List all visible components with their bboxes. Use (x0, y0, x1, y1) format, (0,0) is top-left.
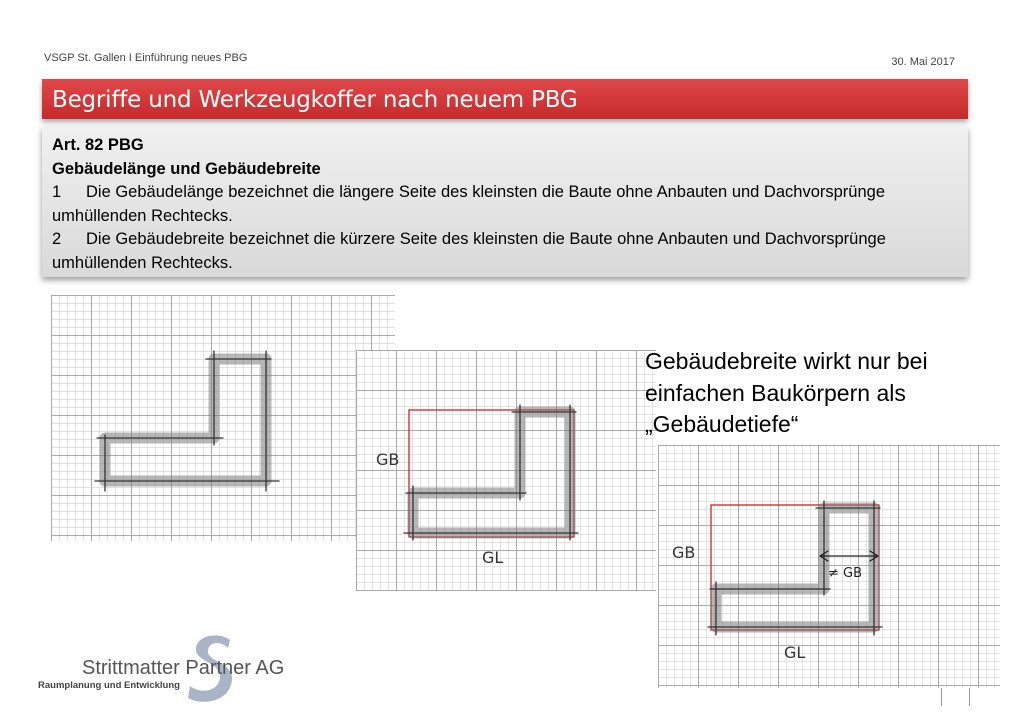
note-line-3: „Gebäudetiefe“ (645, 411, 799, 437)
article-number: Art. 82 PBG (52, 136, 144, 154)
sketch-1-grid (51, 295, 395, 541)
footer-divider (969, 688, 970, 706)
gb-label: GB (672, 543, 696, 562)
paragraph-1-line-1: Die Gebäudelänge bezeichnet die längere Seite des kleinsten die Baute ohne Anbauten und Dachvorsprünge (86, 183, 886, 201)
sketch-2-drawing (356, 350, 656, 591)
sketch-3-grid (658, 445, 1000, 688)
not-gb-label: ≠ GB (828, 566, 863, 581)
paragraph-1-number: 1 (52, 183, 62, 201)
gb-label: GB (376, 450, 400, 469)
slide-title-bar (42, 79, 968, 119)
article-paragraph-1 (52, 181, 958, 205)
sketch-1-drawing (51, 295, 395, 541)
gl-label: GL (482, 548, 504, 567)
company-tagline: Raumplanung und Entwicklung (38, 680, 180, 691)
article-paragraph-2 (52, 228, 958, 252)
paragraph-2-line-2: umhüllenden Rechtecks. (52, 253, 233, 272)
paragraph-2-number: 2 (52, 230, 62, 248)
note-text (645, 346, 928, 441)
paragraph-1-line-2: umhüllenden Rechtecks. (52, 206, 233, 225)
sketch-3-drawing (658, 445, 1000, 688)
note-line-2: einfachen Baukörpern als (645, 379, 906, 406)
note-line-1: Gebäudebreite wirkt nur bei (645, 348, 928, 374)
gl-label: GL (784, 643, 806, 662)
article-box (42, 127, 968, 277)
header-presentation-title: VSGP St. Gallen I Einführung neues PBG (44, 52, 248, 64)
enclosing-rectangle (409, 410, 574, 537)
article-heading: Gebäudelänge und Gebäudebreite (52, 159, 321, 178)
company-name: Strittmatter Partner AG (82, 657, 285, 679)
sketch-2-grid (356, 350, 656, 591)
header-date: 30. Mai 2017 (891, 56, 955, 68)
footer-divider (941, 688, 942, 706)
paragraph-2-line-1: Die Gebäudebreite bezeichnet die kürzere Seite des kleinsten die Baute ohne Anbauten und Dachvorsprünge (86, 230, 886, 248)
slide-title: Begriffe und Werkzeugkoffer nach neuem PBG (52, 87, 578, 113)
